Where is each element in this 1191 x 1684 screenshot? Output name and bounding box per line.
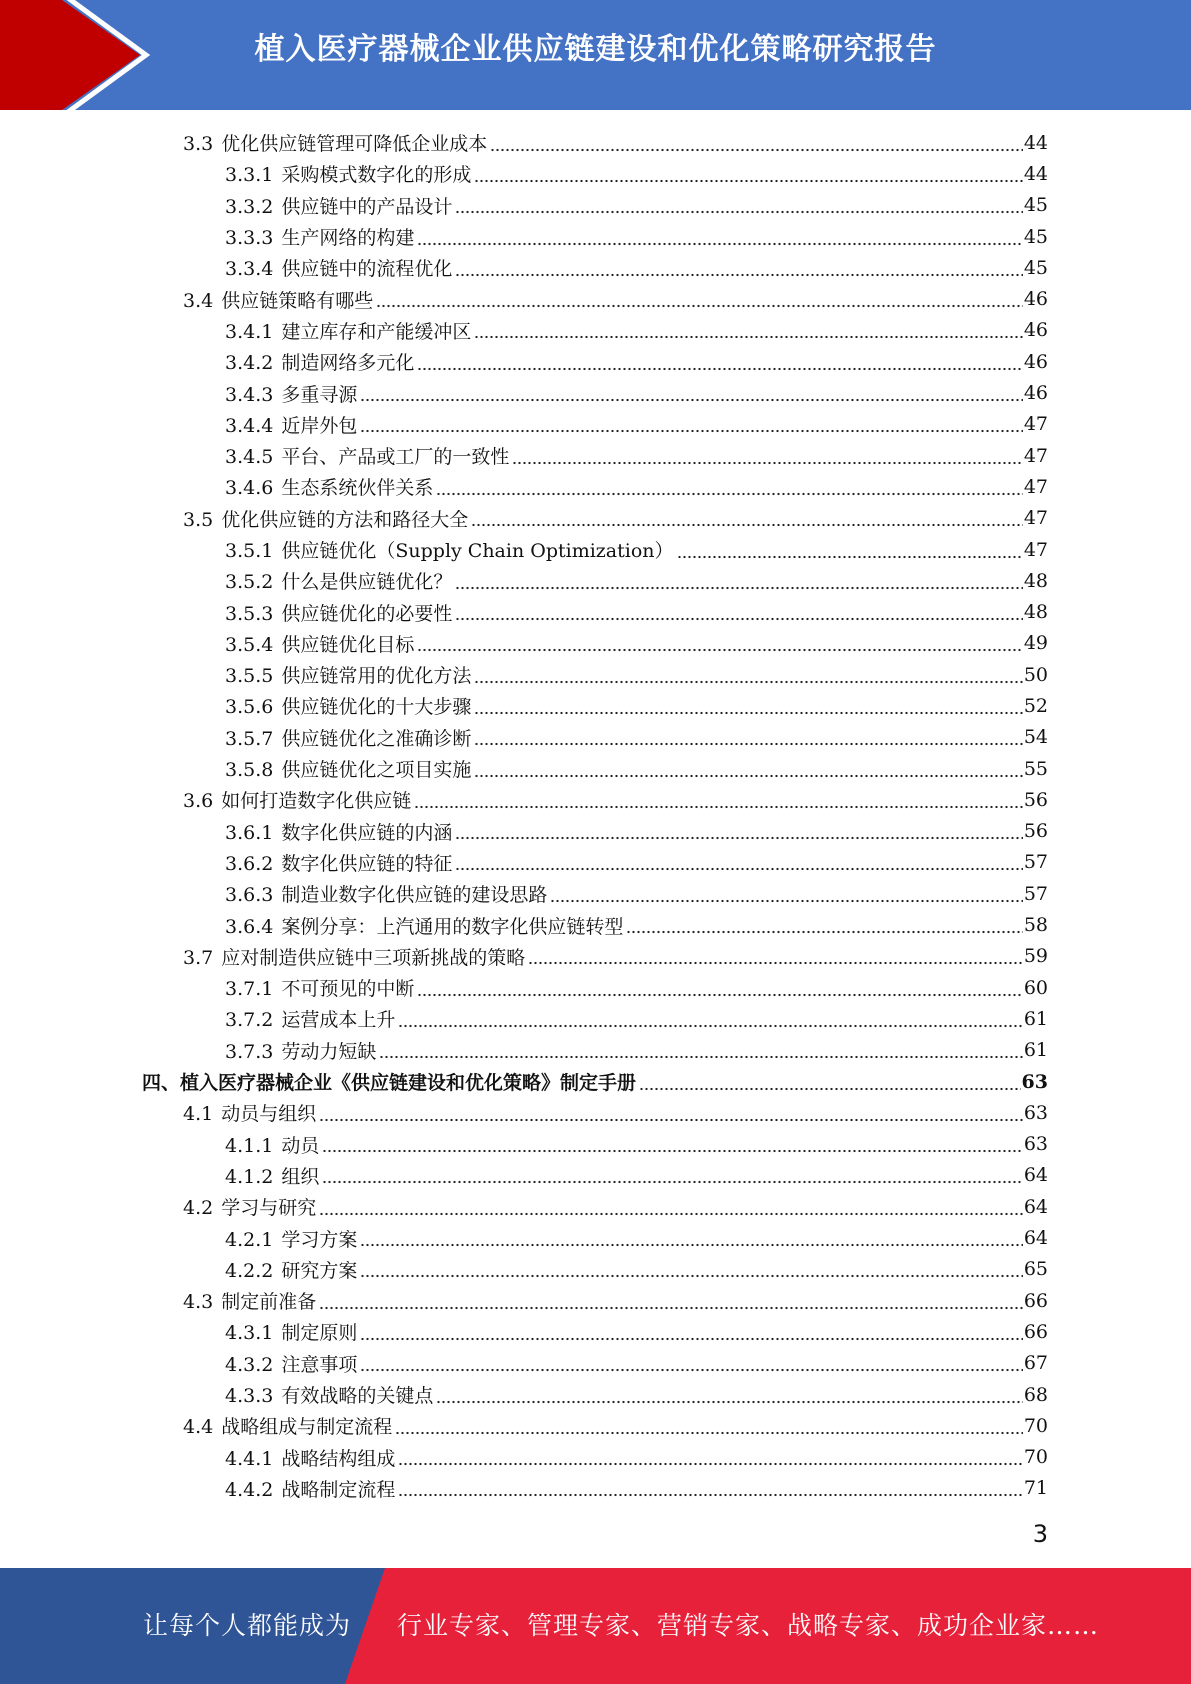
toc-entry-number: 3.4.6 (225, 477, 274, 500)
toc-entry-label (225, 755, 474, 782)
toc-entry[interactable] (225, 1348, 1048, 1379)
toc-entry-label (183, 129, 490, 156)
toc-entry-title: 什么是供应链优化？ (281, 571, 453, 594)
toc-dot-leader (512, 445, 1022, 467)
toc-entry-number: 4.2 (183, 1197, 214, 1220)
toc-entry-label (225, 411, 360, 438)
toc-entry-title: 供应链优化之项目实施 (281, 759, 472, 782)
toc-entry-title: 学习方案 (281, 1228, 358, 1251)
toc-entry-number: 4.1.2 (225, 1165, 274, 1188)
toc-dot-leader (417, 226, 1022, 248)
toc-dot-leader (322, 1164, 1022, 1186)
toc-entry[interactable] (225, 1441, 1048, 1472)
toc-entry-page: 47 (1023, 538, 1048, 561)
toc-entry[interactable] (225, 878, 1048, 909)
toc-dot-leader (474, 695, 1022, 717)
toc-entry-number: 4.1.1 (225, 1134, 274, 1157)
toc-entry-page: 52 (1023, 694, 1048, 717)
toc-entry[interactable] (225, 628, 1048, 659)
toc-entry-title: 数字化供应链的特征 (281, 852, 453, 875)
toc-dot-leader (677, 539, 1023, 561)
toc-entry-label (183, 1412, 395, 1439)
toc-entry-number: 3.5 (183, 508, 214, 531)
toc-entry-page: 60 (1023, 976, 1048, 999)
toc-entry-page: 63 (1023, 1133, 1048, 1156)
toc-entry-page: 48 (1023, 569, 1048, 592)
toc-entry-title: 劳动力短缺 (281, 1040, 377, 1063)
toc-entry-title: 研究方案 (281, 1259, 358, 1282)
toc-entry-label (225, 223, 417, 250)
toc-entry-label (225, 818, 455, 845)
toc-entry-label (183, 1099, 319, 1126)
toc-entry[interactable] (183, 503, 1048, 534)
footer-slogan-left: 让每个人都能成为 (143, 1611, 352, 1640)
toc-dot-leader (471, 507, 1023, 529)
toc-entry[interactable] (225, 409, 1048, 440)
toc-entry-page: 45 (1023, 194, 1048, 217)
toc-dot-leader (417, 351, 1022, 373)
toc-entry[interactable] (225, 1160, 1048, 1191)
toc-entry-label (225, 724, 474, 751)
page-footer (0, 1568, 1191, 1684)
toc-entry-title: 不可预见的中断 (281, 978, 415, 1001)
toc-entry-page: 47 (1023, 507, 1048, 530)
toc-entry-page: 46 (1023, 288, 1048, 311)
toc-entry-title: 有效战略的关键点 (281, 1385, 434, 1408)
toc-entry[interactable] (225, 1254, 1048, 1285)
toc-entry[interactable] (225, 1379, 1048, 1410)
toc-entry-title: 供应链中的流程优化 (281, 258, 453, 281)
toc-entry-title: 制造网络多元化 (281, 352, 415, 375)
toc-entry[interactable] (225, 1035, 1048, 1066)
toc-entry-page: 56 (1023, 820, 1048, 843)
toc-entry-number: 3.7.3 (225, 1040, 274, 1063)
toc-dot-leader (455, 820, 1022, 842)
toc-entry-page: 70 (1023, 1446, 1048, 1469)
toc-entry-number: 3.5.1 (225, 540, 274, 562)
toc-dot-leader (360, 413, 1022, 435)
toc-entry-page: 48 (1023, 601, 1048, 624)
toc-dot-leader (395, 1415, 1023, 1437)
toc-dot-leader (474, 664, 1022, 686)
toc-entry[interactable] (225, 190, 1048, 221)
toc-entry-page: 58 (1023, 914, 1048, 937)
toc-entry-page: 46 (1023, 382, 1048, 405)
toc-entry[interactable] (225, 690, 1048, 721)
toc-entry[interactable] (225, 1129, 1048, 1160)
toc-entry-title: 供应链策略有哪些 (221, 289, 374, 312)
toc-entry-label (225, 380, 360, 407)
toc-entry-title: 战略结构组成 (281, 1447, 396, 1470)
toc-entry-number: 3.5.6 (225, 696, 274, 719)
toc-dot-leader (436, 1384, 1022, 1406)
toc-entry-page: 44 (1023, 162, 1048, 185)
toc-entry-label (142, 1068, 639, 1095)
toc-entry[interactable] (183, 1410, 1048, 1441)
toc-entry[interactable] (225, 471, 1048, 502)
toc-entry-title: 采购模式数字化的形成 (281, 164, 472, 187)
toc-entry-number: 3.4.4 (225, 414, 274, 437)
toc-entry-title: 应对制造供应链中三项新挑战的策略 (221, 946, 526, 969)
toc-entry-page: 45 (1023, 225, 1048, 248)
toc-entry[interactable] (225, 847, 1048, 878)
toc-entry-title: 供应链中的产品设计 (281, 195, 453, 218)
toc-entry-page: 45 (1023, 256, 1048, 279)
toc-entry[interactable] (225, 1222, 1048, 1253)
toc-entry-page: 47 (1023, 475, 1048, 498)
toc-entry-title: 近岸外包 (281, 414, 358, 437)
toc-entry-page: 66 (1023, 1289, 1048, 1312)
toc-dot-leader (398, 1008, 1022, 1030)
toc-entry-number: 3.4.2 (225, 352, 274, 375)
toc-dot-leader (379, 1039, 1022, 1061)
page-number: 3 (1032, 1520, 1048, 1548)
toc-entry-label (225, 192, 455, 219)
toc-entry-label (225, 1131, 322, 1158)
toc-dot-leader (360, 1321, 1022, 1343)
toc-entry-title: 供应链优化的十大步骤 (281, 696, 472, 719)
toc-entry-page: 44 (1023, 131, 1048, 154)
toc-entry-page: 57 (1023, 882, 1048, 905)
toc-entry[interactable] (225, 596, 1048, 627)
toc-entry[interactable] (225, 909, 1048, 940)
toc-entry-title: 如何打造数字化供应链 (221, 790, 412, 813)
toc-entry-number: 3.4.5 (225, 446, 274, 469)
toc-entry-label (225, 1037, 379, 1064)
toc-entry-page: 46 (1023, 319, 1048, 342)
toc-entry-page: 59 (1023, 945, 1048, 968)
toc-entry-label (225, 1162, 322, 1189)
toc-entry-number: 3.5.3 (225, 602, 274, 625)
toc-dot-leader (474, 726, 1022, 748)
toc-entry-title: 供应链优化的必要性 (281, 602, 453, 625)
toc-entry-number: 4.2.1 (225, 1228, 274, 1251)
toc-entry-number: 3.6.2 (225, 852, 274, 875)
toc-entry[interactable] (225, 972, 1048, 1003)
toc-entry[interactable] (183, 1097, 1048, 1128)
toc-entry-number: 3.5.8 (225, 759, 274, 782)
toc-entry[interactable] (225, 315, 1048, 346)
toc-dot-leader (319, 1196, 1023, 1218)
toc-dot-leader (322, 1133, 1022, 1155)
toc-entry-title: 战略组成与制定流程 (221, 1416, 393, 1439)
toc-entry-page: 66 (1023, 1320, 1048, 1343)
toc-dot-leader (398, 1446, 1022, 1468)
toc-entry-title: 注意事项 (281, 1353, 358, 1376)
toc-entry-title: 制定前准备 (221, 1291, 317, 1314)
document-title: 植入医疗器械企业供应链建设和优化策略研究报告 (254, 32, 937, 67)
toc-dot-leader (490, 132, 1023, 154)
toc-entry-page: 54 (1023, 726, 1048, 749)
toc-dot-leader (455, 194, 1022, 216)
toc-entry-number: 4.1 (183, 1103, 214, 1126)
toc-entry-page: 46 (1023, 350, 1048, 373)
toc-entry-label (225, 1444, 398, 1471)
toc-entry-label (225, 1005, 398, 1032)
toc-entry[interactable] (225, 377, 1048, 408)
toc-entry-number: 3.5.7 (225, 727, 274, 750)
toc-dot-leader (319, 1290, 1023, 1312)
toc-entry-label (225, 473, 436, 500)
toc-entry-title: 建立库存和产能缓冲区 (281, 320, 472, 343)
toc-dot-leader (417, 632, 1022, 654)
toc-entry-label (225, 692, 474, 719)
toc-entry-number: 3.3.4 (225, 258, 274, 281)
page-header (0, 0, 1191, 110)
toc-entry-label (183, 1193, 319, 1220)
toc-entry-number: 3.5.5 (225, 665, 274, 688)
toc-entry-number: 3.5.2 (225, 571, 274, 594)
toc-entry-number: 3.6.4 (225, 915, 274, 938)
toc-entry-number: 4.3 (183, 1291, 214, 1314)
toc-entry[interactable] (225, 816, 1048, 847)
table-of-contents (0, 127, 1191, 1504)
toc-entry[interactable] (225, 565, 1048, 596)
toc-dot-leader (417, 977, 1022, 999)
toc-entry[interactable] (225, 158, 1048, 189)
toc-entry-title: 制造业数字化供应链的建设思路 (281, 884, 548, 907)
toc-entry-number: 4.4.1 (225, 1447, 274, 1470)
toc-entry-number: 3.7.1 (225, 978, 274, 1001)
toc-entry-title: 供应链优化目标 (281, 633, 415, 656)
toc-dot-leader (455, 851, 1022, 873)
toc-dot-leader (319, 1102, 1023, 1124)
toc-entry-label (225, 1225, 360, 1252)
toc-dot-leader (436, 476, 1022, 498)
toc-entry-title: 动员与组织 (221, 1103, 317, 1126)
toc-dot-leader (550, 883, 1022, 905)
toc-entry-page: 47 (1023, 413, 1048, 436)
toc-entry-title: 平台、产品或工厂的一致性 (281, 446, 510, 469)
toc-entry-label (225, 348, 417, 375)
toc-entry-number: 3.5.4 (225, 633, 274, 656)
toc-entry-page: 49 (1023, 632, 1048, 655)
toc-entry-page: 63 (1023, 1101, 1048, 1124)
toc-entry-page: 61 (1023, 1039, 1048, 1062)
toc-dot-leader (639, 1071, 1021, 1093)
toc-entry-page: 57 (1023, 851, 1048, 874)
toc-entry[interactable] (183, 127, 1048, 158)
toc-dot-leader (360, 1352, 1022, 1374)
toc-entry[interactable] (225, 1316, 1048, 1347)
toc-dot-leader (474, 319, 1022, 341)
toc-entry[interactable] (225, 1473, 1048, 1504)
toc-entry[interactable] (225, 440, 1048, 471)
toc-entry-label (225, 1350, 360, 1377)
toc-dot-leader (398, 1477, 1022, 1499)
toc-entry-label (183, 286, 376, 313)
toc-entry-title: 制定原则 (281, 1322, 358, 1345)
toc-entry-title: 生产网络的构建 (281, 227, 415, 250)
toc-entry-title: 供应链优化之准确诊断 (281, 727, 472, 750)
toc-entry-number: 3.6.3 (225, 884, 274, 907)
toc-entry-label (225, 974, 417, 1001)
toc-entry-number: 4.2.2 (225, 1259, 274, 1282)
toc-entry-label (225, 1475, 398, 1502)
toc-entry-page: 71 (1023, 1477, 1048, 1500)
toc-entry-number: 3.6.1 (225, 821, 274, 844)
toc-entry-label (225, 254, 455, 281)
toc-entry[interactable] (225, 753, 1048, 784)
toc-entry-number: 4.4 (183, 1416, 214, 1439)
toc-entry-title: 动员 (281, 1134, 320, 1157)
toc-entry[interactable] (225, 534, 1048, 565)
toc-entry-title: 四、植入医疗器械企业《供应链建设和优化策略》制定手册 (142, 1072, 637, 1095)
toc-entry-label (225, 630, 417, 657)
toc-entry-title: 数字化供应链的内涵 (281, 821, 453, 844)
toc-entry-page: 70 (1023, 1414, 1048, 1437)
toc-entry-title: 运营成本上升 (281, 1009, 396, 1032)
toc-entry-title: 优化供应链管理可降低企业成本 (221, 133, 488, 156)
toc-entry-page: 68 (1023, 1383, 1048, 1406)
toc-entry-label (225, 912, 626, 939)
toc-entry-title: 多重寻源 (281, 383, 358, 406)
toc-entry-number: 4.3.3 (225, 1385, 274, 1408)
toc-entry-label (225, 567, 455, 594)
toc-entry-title: 案例分享：上汽通用的数字化供应链转型 (281, 915, 624, 938)
toc-entry-page: 61 (1023, 1007, 1048, 1030)
toc-entry-label (183, 943, 528, 970)
toc-entry-number: 3.3 (183, 133, 214, 156)
toc-dot-leader (474, 163, 1022, 185)
toc-dot-leader (455, 601, 1022, 623)
toc-entry-number: 3.3.1 (225, 164, 274, 187)
toc-dot-leader (474, 758, 1022, 780)
toc-entry-page: 63 (1021, 1070, 1048, 1093)
toc-entry-number: 3.3.2 (225, 195, 274, 218)
toc-entry-label (225, 442, 512, 469)
toc-entry-label (225, 536, 677, 563)
toc-entry-page: 64 (1023, 1227, 1048, 1250)
toc-entry-number: 3.4.1 (225, 320, 274, 343)
toc-entry[interactable] (225, 1003, 1048, 1034)
toc-entry-number: 3.4 (183, 289, 214, 312)
toc-entry-label (183, 786, 414, 813)
toc-entry-number: 4.3.1 (225, 1322, 274, 1345)
toc-dot-leader (360, 1258, 1022, 1280)
toc-entry-page: 55 (1023, 757, 1048, 780)
footer-slogan-right: 行业专家、管理专家、营销专家、战略专家、成功企业家…… (397, 1611, 1100, 1640)
toc-entry-label (225, 1256, 360, 1283)
toc-entry[interactable] (142, 1066, 1048, 1097)
toc-entry-number: 3.7 (183, 946, 214, 969)
toc-entry-number: 3.4.3 (225, 383, 274, 406)
toc-entry[interactable] (183, 784, 1048, 815)
toc-entry-label (225, 661, 474, 688)
toc-entry-label (225, 1381, 436, 1408)
toc-entry-label (183, 505, 471, 532)
toc-entry-page: 56 (1023, 788, 1048, 811)
toc-entry-page: 50 (1023, 663, 1048, 686)
toc-entry-title: 生态系统伙伴关系 (281, 477, 434, 500)
toc-entry-label (225, 317, 474, 344)
toc-entry-page: 47 (1023, 444, 1048, 467)
toc-entry-title: 供应链优化（Supply Chain Optimization） (281, 540, 674, 562)
toc-dot-leader (455, 570, 1022, 592)
toc-entry[interactable] (183, 941, 1048, 972)
toc-entry-label (225, 880, 550, 907)
toc-entry-number: 4.3.2 (225, 1353, 274, 1376)
toc-entry-page: 65 (1023, 1258, 1048, 1281)
toc-dot-leader (360, 382, 1022, 404)
toc-entry-title: 战略制定流程 (281, 1478, 396, 1501)
toc-entry-title: 学习与研究 (221, 1197, 317, 1220)
toc-dot-leader (528, 945, 1023, 967)
toc-entry-label (225, 599, 455, 626)
toc-dot-leader (626, 914, 1022, 936)
toc-entry[interactable] (183, 1191, 1048, 1222)
toc-entry[interactable] (225, 722, 1048, 753)
toc-dot-leader (360, 1227, 1022, 1249)
toc-entry[interactable] (225, 221, 1048, 252)
toc-entry[interactable] (183, 1285, 1048, 1316)
toc-entry-title: 优化供应链的方法和路径大全 (221, 508, 469, 531)
toc-entry-title: 供应链常用的优化方法 (281, 665, 472, 688)
toc-entry[interactable] (225, 346, 1048, 377)
toc-entry-label (225, 160, 474, 187)
toc-entry-page: 64 (1023, 1164, 1048, 1187)
toc-dot-leader (376, 288, 1023, 310)
toc-entry-number: 3.7.2 (225, 1009, 274, 1032)
toc-entry-page: 64 (1023, 1195, 1048, 1218)
toc-entry-number: 3.6 (183, 790, 214, 813)
toc-entry-title: 组织 (281, 1165, 320, 1188)
toc-entry-page: 67 (1023, 1352, 1048, 1375)
toc-entry-label (183, 1287, 319, 1314)
toc-entry[interactable] (225, 252, 1048, 283)
toc-entry-label (225, 849, 455, 876)
toc-entry-label (225, 1318, 360, 1345)
toc-dot-leader (414, 789, 1023, 811)
toc-entry-number: 4.4.2 (225, 1478, 274, 1501)
toc-entry[interactable] (225, 659, 1048, 690)
toc-entry-number: 3.3.3 (225, 227, 274, 250)
toc-entry[interactable] (183, 283, 1048, 314)
header-chevron-graphic (0, 0, 160, 110)
toc-dot-leader (455, 257, 1022, 279)
